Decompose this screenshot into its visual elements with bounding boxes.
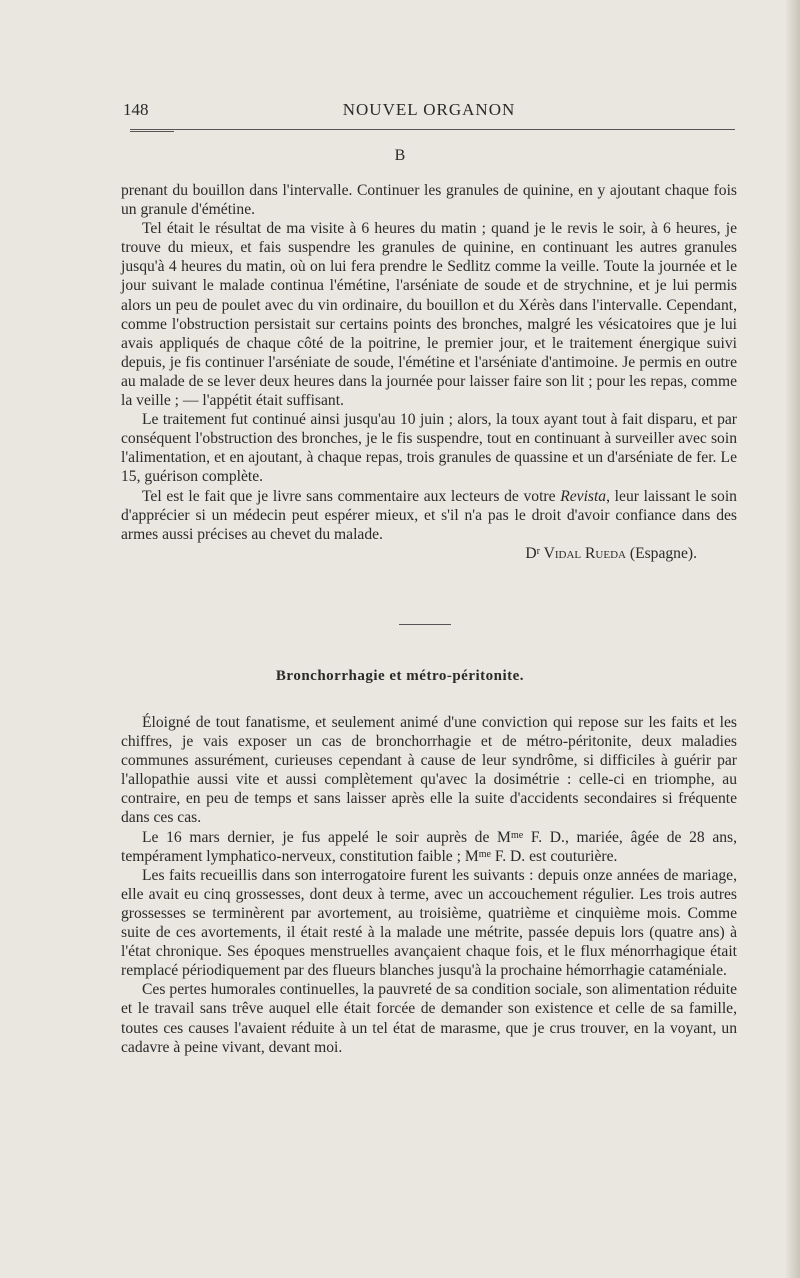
paragraph: Tel était le résultat de ma visite à 6 heures du matin ; quand je le revis le soir, à 6 heures, je trouve du mieux, et fais suspendre les granules de quinine, en continuant les autres granules jusqu'à 4 heures du matin, où on lui fera prendre le Sedlitz comme la veille. Toute la journée et le jour suivant le malade continua l'émétine, l'arséniate de soude et de strychnine, et je lui permis alors un peu de poulet avec du vin ordinaire, du bouillon et du Xérès dans l'intervalle. Cependant, comme l'obstruction persistait sur certains points des bronches, malgré les vésicatoires que je lui avais appliqués de chaque côté de la poitrine, le premier jour, et le traitement énergique suivi depuis, je fis continuer l'arséniate de soude, l'émétine et l'arséniate d'antimoine. Je permis en outre au malade de se lever deux heures dans la journée pour laisser faire son lit ; pour les repas, comme la veille ; — l'appétit était suffisant.	[121, 220, 737, 410]
paragraph: Les faits recueillis dans son interrogatoire furent les suivants : depuis onze années de mariage, elle avait eu cinq grossesses, dont deux à terme, avec un accouchement régulier. Les trois autres grossesses se terminèrent par avortement, au troisième, quatrième et cinquième mois. Comme suite de ces avortements, il était resté à la malade une métrite, passée depuis lors (quatre ans) à l'état chronique. Ses époques menstruelles avançaient chaque fois, et le flux ménorrhagique était remplacé périodiquement par des flueurs blanches jusqu'à la prochaine hémorrhagie cataméniale.	[121, 866, 737, 980]
paragraph: Éloigné de tout fanatisme, et seulement animé d'une conviction qui repose sur les faits et les chiffres, je vais exposer un cas de bronchorrhagie et de métro-péritonite, deux maladies communes assurément, curieuses cependant à cause de leur syndrôme, si difficiles à guérir par l'allopathie aussi vite et aussi complètement qu'avec la dosimétrie : celle-ci en triomphe, au contraire, en peu de temps et sans laisser après elle la suite d'accidents secondaires si fréquente dans ces cas.	[121, 714, 737, 827]
section-separator	[399, 624, 451, 625]
header-rule	[130, 129, 735, 130]
author-signature: $D^r$ Vidal Rueda (Espagne).	[525, 544, 697, 562]
page-header	[123, 100, 735, 128]
paragraph: Tel est le fait que je livre sans commentaire aux lecteurs de votre Revista, leur laissant le soin d'apprécier si un médecin peut espérer mieux, et s'il n'a pas le droit d'avoir confiance dans des armes aussi précises au chevet du malade.	[121, 487, 737, 543]
page-edge	[786, 0, 800, 1278]
page-number: 148	[123, 100, 149, 119]
running-title: NOUVEL ORGANON	[342, 100, 516, 119]
paragraph: Le traitement fut continué ainsi jusqu'au 10 juin ; alors, la toux ayant tout à fait disparu, et par conséquent l'obstruction des bronches, je le fis suspendre, tout en continuant à surveiller avec soin l'alimentation, et en ajoutant, à chaque repas, trois granules de quassine et un d'arséniate de fer. Le 15, guérison complète.	[121, 411, 737, 486]
header-rule-short	[130, 131, 174, 132]
article-title: Bronchorrhagie et métro-péritonite.	[275, 668, 525, 684]
paragraph: Ces pertes humorales continuelles, la pauvreté de sa condition sociale, son alimentation réduite et le travail sans trêve auquel elle était forcée de demander son existence et celle de sa famille, toutes ces causes l'avaient réduite à un tel état de marasme, que je crus trouver, en la voyant, un cadavre à peine vivant, devant moi.	[121, 981, 737, 1056]
paragraph: Le 16 mars dernier, je fus appelé le soir auprès de $M^{me}$ F. D., mariée, âgée de 28 ans, tempérament lymphatico-nerveux, constitution faible ; $M^{me}$ F. D. est couturière.	[121, 828, 738, 865]
article-body	[121, 713, 737, 1057]
journal-name: Revista	[560, 487, 607, 505]
previous-article-ending	[121, 181, 737, 563]
paragraph: prenant du bouillon dans l'intervalle. Continuer les granules de quinine, en y ajoutant chaque fois un granule d'émétine.	[121, 182, 737, 219]
signature-mark: B	[394, 147, 406, 164]
